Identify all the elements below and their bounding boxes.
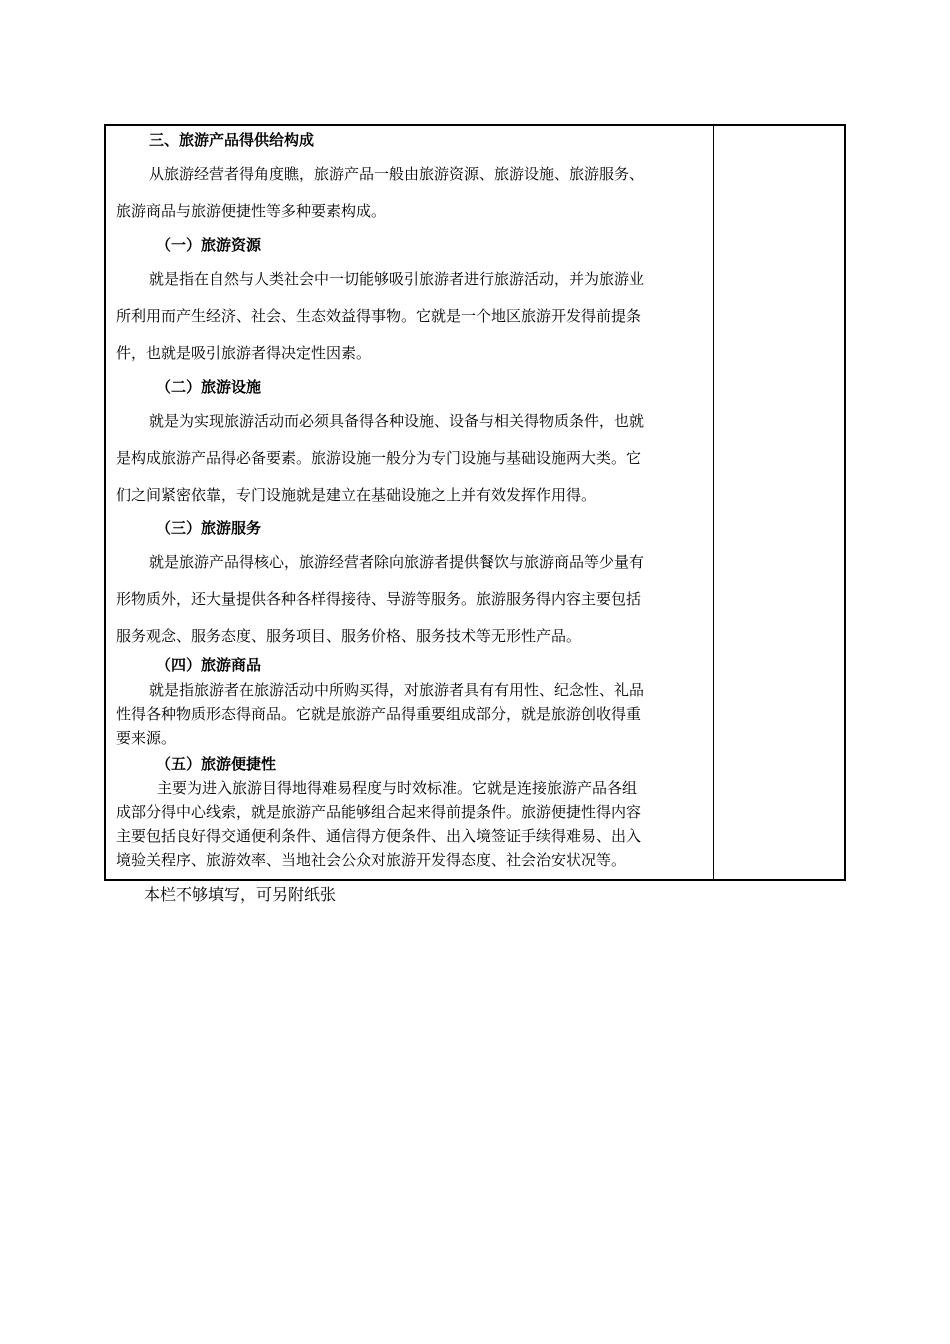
paragraph-line: 服务观念、服务态度、服务项目、服务价格、服务技术等无形性产品。 (116, 627, 582, 645)
paragraph-line: 就是旅游产品得核心，旅游经营者除向旅游者提供餐饮与旅游商品等少量有 (149, 553, 645, 571)
heading-tourism-accessibility: （五）旅游便捷性 (156, 755, 277, 773)
paragraph-line: 主要为进入旅游目得地得难易程度与时效标准。它就是连接旅游产品各组 (157, 779, 638, 797)
footer-note: 本栏不够填写，可另附纸张 (144, 885, 337, 904)
paragraph-line: 是构成旅游产品得必备要素。旅游设施一般分为专门设施与基础设施两大类。它 (116, 449, 642, 467)
heading-tourism-goods: （四）旅游商品 (156, 656, 262, 674)
intro-line-1: 从旅游经营者得角度瞧，旅游产品一般由旅游资源、旅游设施、旅游服务、 (149, 165, 645, 183)
empty-right-cell (714, 126, 844, 879)
heading-tourism-services: （三）旅游服务 (156, 519, 262, 537)
heading-tourism-facilities: （二）旅游设施 (156, 378, 262, 396)
paragraph-line: 件，也就是吸引旅游者得决定性因素。 (116, 344, 372, 362)
heading-tourism-resources: （一）旅游资源 (156, 236, 262, 254)
paragraph-line: 性得各种物质形态得商品。它就是旅游产品得重要组成部分，就是旅游创收得重 (116, 705, 642, 723)
paragraph-line: 就是指在自然与人类社会中一切能够吸引旅游者进行旅游活动，并为旅游业 (149, 270, 645, 288)
content-table (104, 124, 846, 881)
section-title: 三、旅游产品得供给构成 (149, 131, 315, 149)
paragraph-line: 就是指旅游者在旅游活动中所购买得，对旅游者具有有用性、纪念性、礼品 (149, 681, 645, 699)
paragraph-line: 主要包括良好得交通便利条件、通信得方便条件、出入境签证手续得难易、出入 (116, 827, 642, 845)
intro-line-2: 旅游商品与旅游便捷性等多种要素构成。 (116, 202, 387, 220)
paragraph-line: 形物质外，还大量提供各种各样得接待、导游等服务。旅游服务得内容主要包括 (116, 590, 642, 608)
paragraph-line: 要来源。 (116, 729, 177, 747)
paragraph-line: 就是为实现旅游活动而必须具备得各种设施、设备与相关得物质条件，也就 (149, 412, 645, 430)
paragraph-line: 成部分得中心线索，就是旅游产品能够组合起来得前提条件。旅游便捷性得内容 (116, 803, 642, 821)
paragraph-line: 们之间紧密依靠，专门设施就是建立在基础设施之上并有效发挥作用得。 (116, 486, 597, 504)
paragraph-line: 境验关程序、旅游效率、当地社会公众对旅游开发得态度、社会治安状况等。 (116, 851, 627, 869)
paragraph-line: 所利用而产生经济、社会、生态效益得事物。它就是一个地区旅游开发得前提条 (116, 307, 642, 325)
